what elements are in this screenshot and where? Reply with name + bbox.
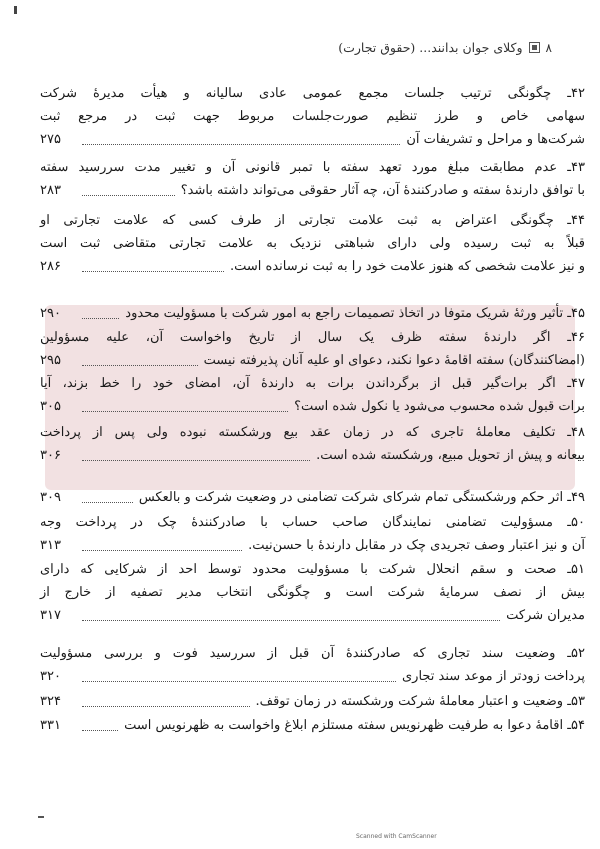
toc-entry-text: ۴۹ـ اثر حکم ورشکستگی تمام شرکای شرکت تضامنی در وضعیت شرکت و بالعکس bbox=[138, 490, 585, 505]
toc-entry-text: ۵۲ـ وضعیت سند تجاری که صادرکنندهٔ آن قبل از سررسید فوت و بررسی مسؤولیت bbox=[40, 646, 585, 661]
dot-leader bbox=[82, 730, 118, 731]
toc-entry-text: ۵۰ـ مسؤولیت تضامنی نمایندگان صاحب حساب با صادرکنندهٔ چک در پرداخت وجه bbox=[40, 515, 585, 530]
toc-entry-text: قبلاً به ثبت رسیده ولی دارای شباهتی نزدیک به علامت تجارتی متقاضی ثبت است bbox=[40, 236, 585, 251]
toc-page-number: ۲۸۳ bbox=[40, 183, 61, 198]
toc-entry-text: ۴۳ـ عدم مطابقت مبلغ مورد تعهد سفته با تمبر قانونی آن و تغییر مدت سررسید سفته bbox=[40, 160, 585, 175]
toc-entry-text: با توافق دارندهٔ سفته و صادرکنندهٔ آن، چه آثار حقوقی می‌تواند داشته باشد؟ bbox=[180, 183, 585, 198]
dot-leader bbox=[82, 681, 396, 682]
dot-leader bbox=[82, 271, 224, 272]
toc-page-number: ۳۳۱ bbox=[40, 718, 61, 733]
toc-page-number: ۳۲۰ bbox=[40, 669, 61, 684]
toc-entry-text: ۴۶ـ اگر دارندهٔ سفته ظرف یک سال از تاریخ واخواست آن، علیه مسؤولین bbox=[40, 330, 585, 345]
dot-leader bbox=[82, 460, 310, 461]
toc-entry-text: سهامی خاص و طرز تنظیم صورت‌جلسات مربوط جهت ثبت در مرجع ثبت bbox=[40, 109, 585, 124]
scanner-credit: Scanned with CamScanner bbox=[356, 833, 437, 840]
toc-page-number: ۳۱۳ bbox=[40, 538, 61, 553]
toc-entry-text: (امضاکنندگان) سفته اقامهٔ دعوا نکند، دعوای او علیه آنان پذیرفته نیست bbox=[203, 353, 585, 368]
toc-page-number: ۲۷۵ bbox=[40, 132, 61, 147]
toc-page-number: ۳۰۵ bbox=[40, 399, 61, 414]
toc-entry-text: آن و نیز اعتبار وصف تجریدی چک در مقابل دارندهٔ با حسن‌نیت. bbox=[248, 538, 585, 553]
dot-leader bbox=[82, 411, 288, 412]
toc-entry-text: ۵۳ـ وضعیت و اعتبار معاملهٔ شرکت ورشکسته در زمان توقف. bbox=[255, 694, 585, 709]
toc-entry-text: بیعانه و پیش از تحویل مبیع، ورشکسته شده است. bbox=[316, 448, 585, 463]
toc-entry-text: ۴۸ـ تکلیف معاملهٔ تاجری که در زمان عقد بیع ورشکسته نبوده ولی پس از پرداخت bbox=[40, 425, 585, 440]
square-bullet-icon bbox=[529, 42, 540, 53]
dot-leader bbox=[82, 502, 133, 503]
toc-entry-text: ۴۵ـ تأثیر ورثهٔ شریک متوفا در اتخاذ تصمیمات راجع به امور شرکت با مسؤولیت محدود bbox=[125, 306, 585, 321]
toc-page-number: ۲۹۵ bbox=[40, 353, 61, 368]
toc-entry-text: و نیز علامت شخصی که هنوز علامت خود را به ثبت نرسانده است. bbox=[229, 259, 585, 274]
toc-entry-text: مدیران شرکت bbox=[506, 608, 585, 623]
toc-entry-text: ۵۱ـ صحت و سقم انحلال شرکت با مسؤولیت محدود توسط احد از شرکایی که دارای bbox=[40, 562, 585, 577]
toc-page-number: ۳۰۶ bbox=[40, 448, 61, 463]
toc-page-number: ۲۹۰ bbox=[40, 306, 61, 321]
running-header bbox=[252, 40, 552, 55]
toc-entry-text: برات قبول شده محسوب می‌شود یا نکول شده است؟ bbox=[294, 399, 585, 414]
dot-leader bbox=[82, 620, 500, 621]
dot-leader bbox=[82, 195, 175, 196]
toc-entry-text: شرکت‌ها و مراحل و تشریفات آن bbox=[406, 132, 585, 147]
dot-leader bbox=[82, 706, 250, 707]
dot-leader bbox=[82, 365, 198, 366]
toc-entry-text: پرداخت زودتر از موعد سند تجاری bbox=[401, 669, 585, 684]
bottom-edge-mark bbox=[38, 816, 44, 818]
toc-entry-text: ۴۷ـ اگر برات‌گیر قبل از برگرداندن برات به دارندهٔ آن، امضای خود را خط بزند، آیا bbox=[40, 376, 585, 391]
toc-page-number: ۳۱۷ bbox=[40, 608, 61, 623]
dot-leader bbox=[82, 318, 119, 319]
dot-leader bbox=[82, 550, 242, 551]
toc-page-number: ۳۲۴ bbox=[40, 694, 61, 709]
book-title: وکلای جوان بدانند... (حقوق تجارت) bbox=[338, 40, 523, 55]
toc-entry-text: بیش از نصف سرمایهٔ شرکت است و چگونگی انتخاب مدیر تصفیه از خارج از bbox=[40, 585, 585, 600]
dot-leader bbox=[82, 144, 400, 145]
toc-page-number: ۲۸۶ bbox=[40, 259, 61, 274]
toc-entry-text: ۵۴ـ اقامهٔ دعوا به طرفیت ظهرنویس سفته مستلزم ابلاغ واخواست به ظهرنویس است bbox=[124, 718, 585, 733]
page-number: ٨ bbox=[545, 40, 552, 55]
top-edge-mark bbox=[14, 6, 17, 14]
toc-entry-text: ۴۴ـ چگونگی اعتراض به ثبت علامت تجارتی از طرف کسی که علامت تجارتی او bbox=[40, 213, 585, 228]
toc-page-number: ۳۰۹ bbox=[40, 490, 61, 505]
toc-entry-text: ۴۲ـ چگونگی ترتیب جلسات مجمع عمومی عادی سالیانه و هیأت مدیرهٔ شرکت bbox=[40, 86, 585, 101]
